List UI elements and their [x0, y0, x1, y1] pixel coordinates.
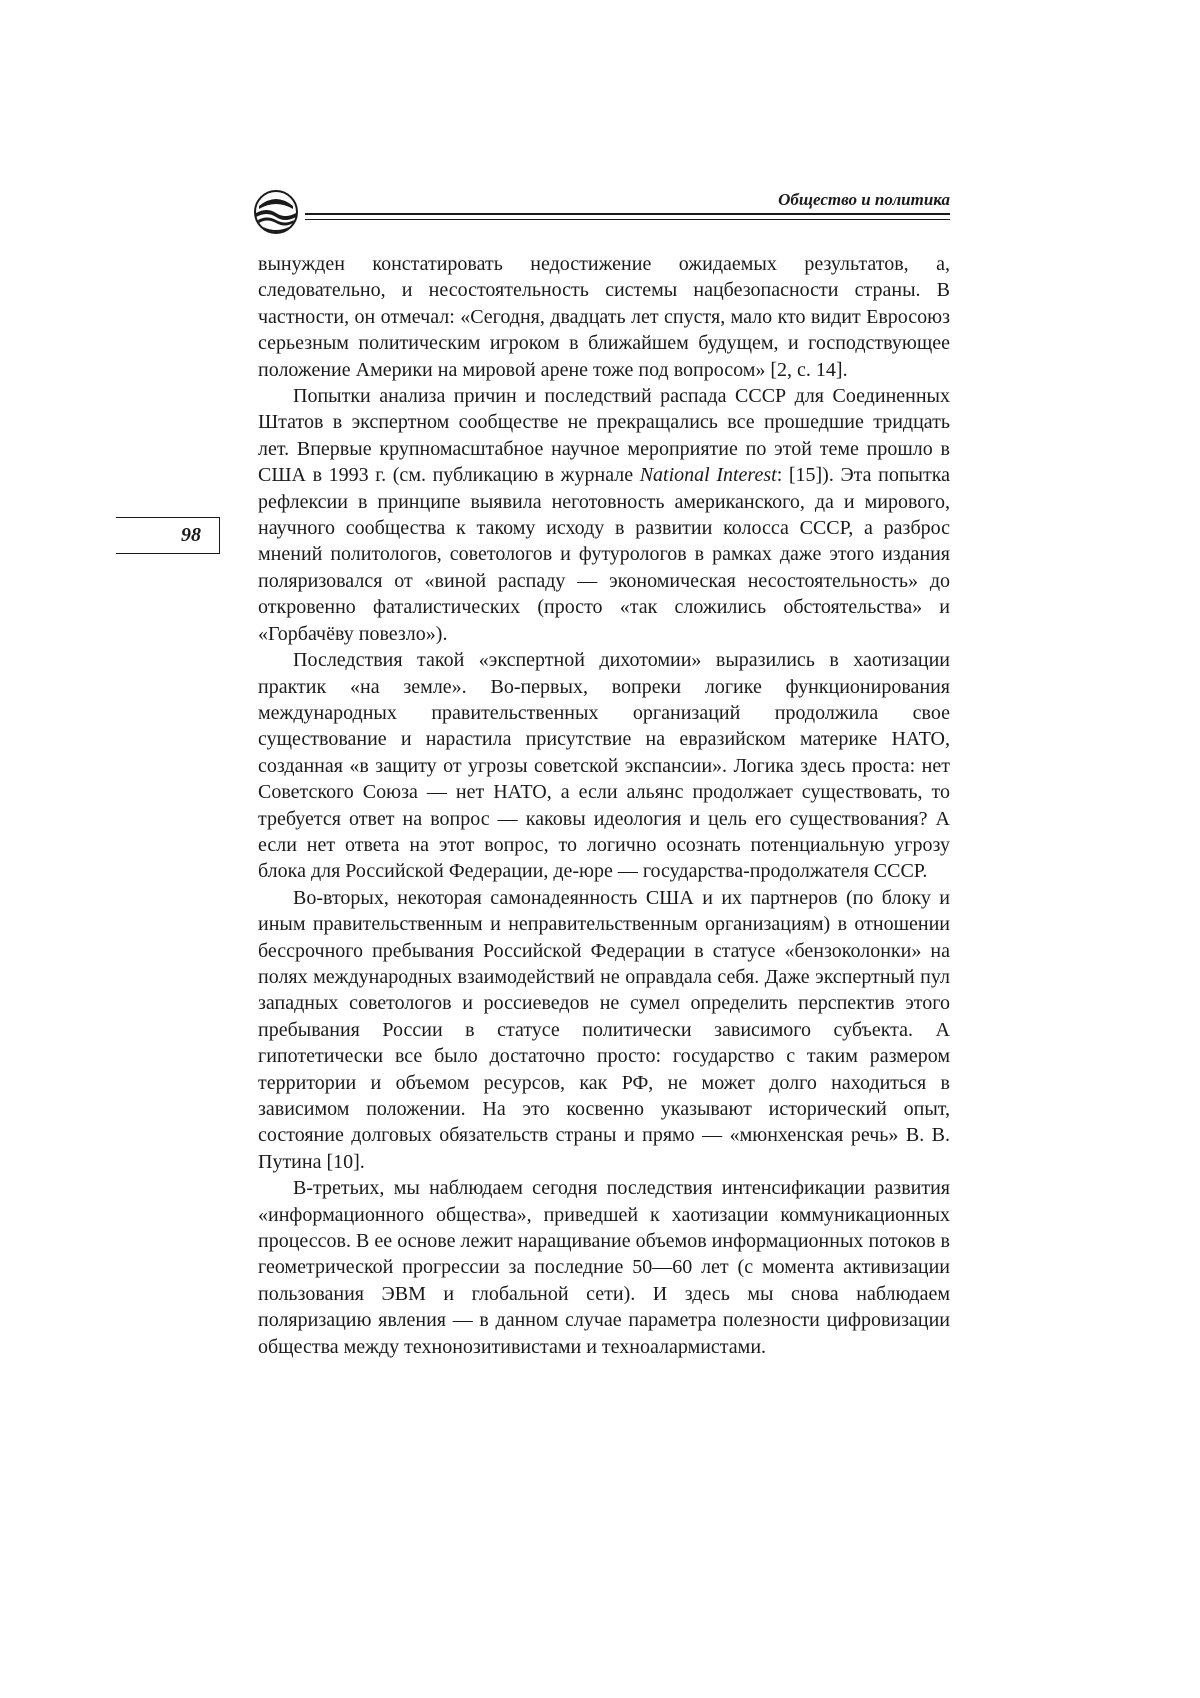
- paragraph-3-text: Последствия такой «экспертной дихотомии» выразились в хаотизации практик «на земле». Во-первых, вопреки логике функционирования международных правительственных организаций продолжила свое существование и нарастила присутствие на евразийском материке НАТО, созданная «в защиту от угрозы советской экспансии». Логика здесь проста: нет Советского Союза — нет НАТО, а если альянс продолжает существовать, то требуется ответ на вопрос — каковы идеология и цель его существования? А если нет ответа на этот вопрос, то логично осознать потенциальную угрозу блока для Российской Федерации, де-юре — государства-продолжателя СССР.: [258, 649, 950, 883]
- paragraph-4-text: Во-вторых, некоторая самонадеянность США и их партнеров (по блоку и иным правительственным и неправительственным организациям) в отношении бессрочного пребывания Российской Федерации в статусе «бензоколонки» на полях международных взаимодействий не оправдала себя. Даже экспертный пул западных советологов и россиеведов не сумел определить перспектив этого пребывания России в статусе политически зависимого субъекта. А гипотетически все было достаточно просто: государство с таким размером территории и объемом ресурсов, как РФ, не может долго находиться в зависимом положении. На это косвенно указывают исторический опыт, состояние долговых обязательств страны и прямо — «мюнхенская речь» В. В. Путина [10].: [258, 886, 950, 1173]
- running-header: [253, 186, 950, 234]
- paragraph-2: [258, 383, 950, 647]
- section-title: Общество и политика: [778, 190, 950, 209]
- paragraph-5: [258, 1175, 950, 1360]
- article-body: [258, 251, 950, 1360]
- paragraph-2-text-a: Попытки анализа причин и последствий распада СССР для Соединенных Штатов в экспертном сообществе не прекращались все прошедшие тридцать лет. Впервые крупномасштабное научное мероприятие по этой теме прошло в США в 1993 г. (см. публикацию в журнале: [258, 385, 950, 487]
- page-number-box: [116, 517, 220, 554]
- paragraph-1-text: вынужден констатировать недостижение ожидаемых результатов, а, следовательно, и несостоятельность системы нацбезопасности страны. В частности, он отмечал: «Сегодня, двадцать лет спустя, мало кто видит Евросоюз серьезным политическим игроком в ближайшем будущем, и господствующее положение Америки на мировой арене тоже под вопросом» [2, с. 14].: [258, 253, 950, 381]
- paragraph-5-text: В-третьих, мы наблюдаем сегодня последствия интенсификации развития «информационного общества», приведшей к хаотизации коммуникационных процессов. В ее основе лежит наращивание объемов информационных потоков в геометрической прогрессии за последние 50—60 лет (с момента активизации пользования ЭВМ и глобальной сети). И здесь мы снова наблюдаем поляризацию явления — в данном случае параметра полезности цифровизации общества между технонозитивистами и техноалармистами.: [258, 1177, 950, 1358]
- paragraph-4: [258, 885, 950, 1175]
- journal-title-italic: National Interest: [639, 464, 777, 487]
- page-number: 98: [181, 524, 201, 546]
- paragraph-3: [258, 647, 950, 885]
- paragraph-2-text-b: : [15]). Эта попытка рефлексии в принципе выявила неготовность американского, да и мирового, научного сообщества к такому исходу в развитии колосса СССР, а разброс мнений политологов, советологов и футурологов в рамках даже этого издания поляризовался от «виной распаду — экономическая несостоятельность» до откровенно фаталистических (просто «так сложились обстоятельства» и «Горбачёву повезло»).: [258, 464, 950, 645]
- journal-wave-logo-icon: [253, 189, 299, 235]
- paragraph-1: [258, 251, 950, 383]
- header-rule-thin: [305, 219, 950, 220]
- header-rule-thick: [305, 213, 950, 215]
